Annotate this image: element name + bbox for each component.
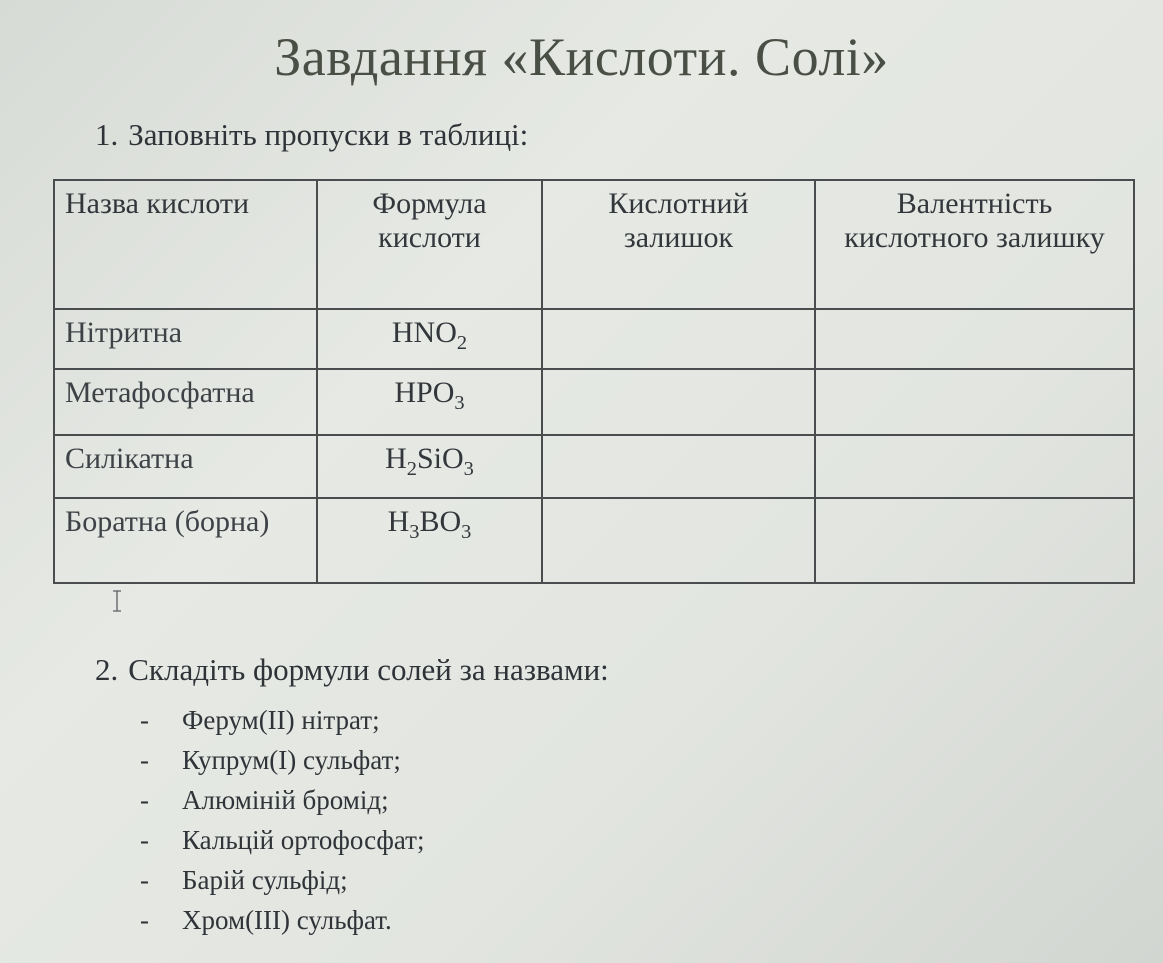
formula-subscript: 3	[454, 391, 465, 414]
residue-valence-cell[interactable]	[815, 498, 1134, 583]
acid-table	[53, 179, 1135, 584]
list-item	[140, 900, 424, 940]
formula-subscript: 3	[463, 458, 474, 481]
acid-residue-cell[interactable]	[542, 435, 815, 497]
salt-name: Хром(ІІІ) сульфат.	[182, 905, 392, 935]
list-dash: -	[140, 905, 149, 935]
header-acid-formula: Формула кислоти	[317, 180, 542, 309]
header-acid-name: Назва кислоти	[54, 180, 317, 309]
acid-formula-cell: $H_2SiO_3$	[317, 435, 542, 497]
text-cursor-icon	[112, 590, 122, 612]
header-residue-valence: Валентність кислотного залишку	[815, 180, 1134, 309]
list-dash: -	[140, 865, 149, 895]
formula-subscript: 3	[409, 520, 420, 543]
task-1-heading	[95, 117, 528, 153]
list-item	[140, 860, 424, 900]
list-dash: -	[140, 705, 149, 735]
task-1-text: Заповніть пропуски в таблиці:	[128, 117, 529, 152]
task-2-number: 2.	[95, 652, 119, 687]
residue-valence-cell[interactable]	[815, 435, 1134, 497]
acid-formula-cell: $HNO_2$	[317, 309, 542, 369]
task-2-heading	[95, 652, 609, 688]
table-header-row	[54, 180, 1134, 309]
formula-subscript: 3	[461, 520, 472, 543]
acid-name-cell: Метафосфатна	[54, 369, 317, 435]
task-2-text: Складіть формули солей за назвами:	[128, 652, 609, 687]
formula-subscript: 2	[406, 458, 417, 481]
salt-name: Барій сульфід;	[182, 865, 348, 895]
task-1-number: 1.	[95, 117, 119, 152]
list-item	[140, 780, 424, 820]
list-item	[140, 700, 424, 740]
salt-name: Купрум(І) сульфат;	[182, 745, 401, 775]
acid-name-cell: Нітритна	[54, 309, 317, 369]
list-item	[140, 820, 424, 860]
table-row	[54, 309, 1134, 369]
acid-formula-cell: $HPO_3$	[317, 369, 542, 435]
acid-formula-cell: $H_3BO_3$	[317, 498, 542, 583]
salt-name: Алюміній бромід;	[182, 785, 389, 815]
table-row	[54, 498, 1134, 583]
residue-valence-cell[interactable]	[815, 369, 1134, 435]
acid-residue-cell[interactable]	[542, 498, 815, 583]
table-row	[54, 369, 1134, 435]
salt-list	[140, 700, 424, 940]
acid-residue-cell[interactable]	[542, 369, 815, 435]
header-acid-residue: Кислотний залишок	[542, 180, 815, 309]
residue-valence-cell[interactable]	[815, 309, 1134, 369]
list-dash: -	[140, 825, 149, 855]
acid-name-cell: Боратна (борна)	[54, 498, 317, 583]
list-dash: -	[140, 785, 149, 815]
page-title: Завдання «Кислоти. Солі»	[274, 27, 889, 87]
list-item	[140, 740, 424, 780]
acid-residue-cell[interactable]	[542, 309, 815, 369]
acid-name-cell: Силікатна	[54, 435, 317, 497]
formula-subscript: 2	[456, 331, 468, 354]
salt-name: Ферум(ІІ) нітрат;	[182, 705, 380, 735]
table-row	[54, 435, 1134, 497]
salt-name: Кальцій ортофосфат;	[182, 825, 425, 855]
list-dash: -	[140, 745, 149, 775]
